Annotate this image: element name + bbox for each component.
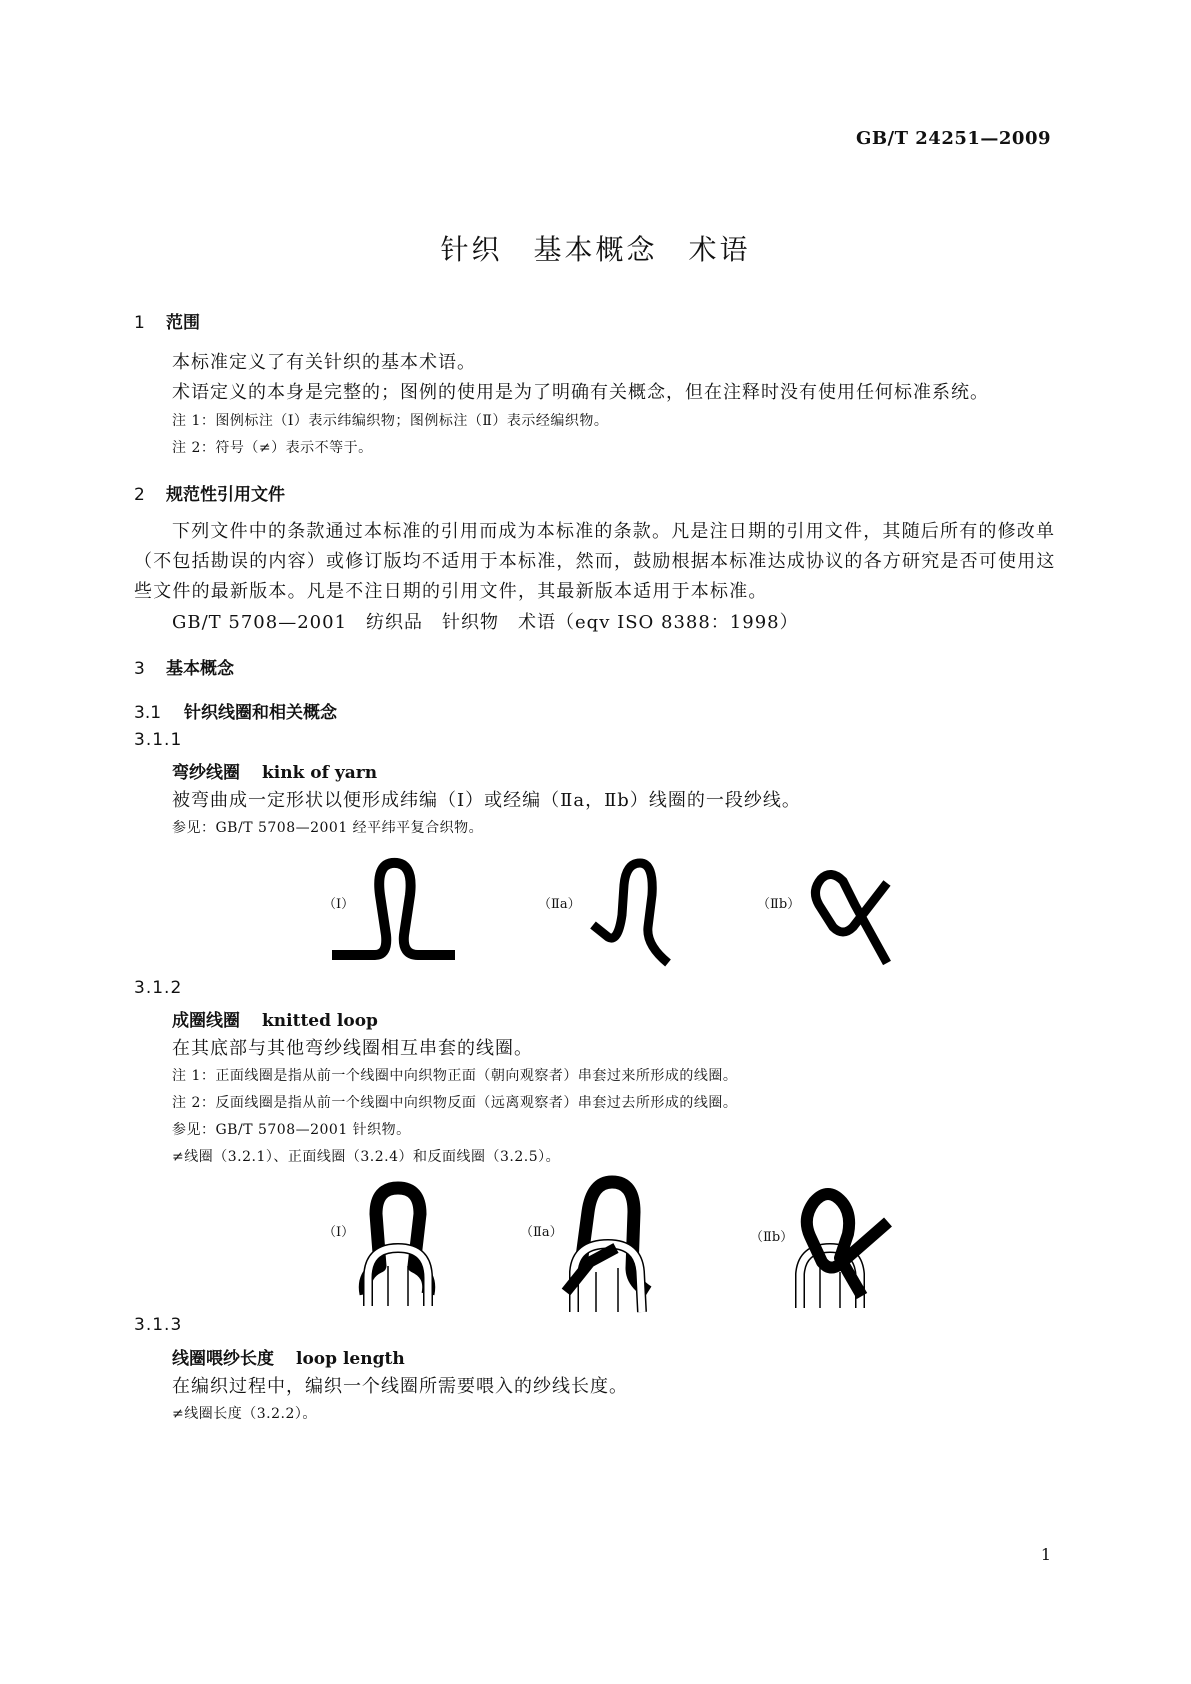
- fig-311-label-iib: （Ⅱb）: [757, 897, 801, 912]
- fig-311-label-i: （Ⅰ）: [323, 897, 355, 912]
- kink-warp-b-figure: [805, 855, 895, 970]
- knitted-loop-weft-figure: [352, 1178, 442, 1313]
- clause-3-1-2-see-also: 参见：GB/T 5708—2001 针织物。: [172, 1122, 411, 1138]
- clause-3-1-2-note-1: 注 1：正面线圈是指从前一个线圈中向织物正面（朝向观察者）串套过来所形成的线圈。: [172, 1068, 738, 1084]
- s1-note-2: 注 2：符号（≠）表示不等于。: [172, 440, 373, 456]
- clause-3-1-2-not-equal: ≠线圈（3.2.1）、正面线圈（3.2.4）和反面线圈（3.2.5）。: [172, 1149, 561, 1165]
- section-2-title: 规范性引用文件: [166, 485, 285, 505]
- page-title: 针织 基本概念 术语: [440, 233, 751, 266]
- fig-312-label-iib: （Ⅱb）: [750, 1230, 794, 1245]
- term-zh: 成圈线圈: [172, 1011, 240, 1031]
- clause-3-1-3-definition: 在编织过程中，编织一个线圈所需要喂入的纱线长度。: [172, 1376, 628, 1397]
- section-3-1-heading: [134, 698, 337, 723]
- section-3-number: 3: [134, 659, 145, 679]
- clause-3-1-2-term: [172, 1006, 378, 1031]
- clause-3-1-1-term: [172, 758, 377, 783]
- clause-3-1-2-number: 3.1.2: [134, 978, 183, 998]
- s2-reference: GB/T 5708—2001 纺织品 针织物 术语（eqv ISO 8388：1998）: [172, 612, 799, 633]
- fig-312-label-i: （Ⅰ）: [323, 1225, 355, 1240]
- clause-3-1-1-see-also: 参见：GB/T 5708—2001 经平纬平复合织物。: [172, 820, 484, 836]
- s2-paragraph: 下列文件中的条款通过本标准的引用而成为本标准的条款。凡是注日期的引用文件，其随后所有的修改单（不包括勘误的内容）或修订版均不适用于本标准，然而，鼓励根据本标准达成协议的各方研究是否可使用这些文件的最新版本。凡是不注日期的引用文件，其最新版本适用于本标准。: [134, 521, 1056, 602]
- term-zh: 线圈喂纱长度: [172, 1349, 274, 1369]
- s1-paragraph-1: 本标准定义了有关针织的基本术语。: [172, 352, 476, 373]
- section-2-heading: [134, 480, 285, 505]
- knitted-loop-warp-a-figure: [560, 1172, 660, 1317]
- fig-312-label-iia: （Ⅱa）: [520, 1225, 563, 1240]
- section-2-number: 2: [134, 485, 145, 505]
- clause-3-1-2-note-2: 注 2：反面线圈是指从前一个线圈中向织物反面（远离观察者）串套过去所形成的线圈。: [172, 1095, 738, 1111]
- clause-3-1-2-definition: 在其底部与其他弯纱线圈相互串套的线圈。: [172, 1038, 533, 1059]
- s1-note-1: 注 1：图例标注（Ⅰ）表示纬编织物；图例标注（Ⅱ）表示经编织物。: [172, 413, 609, 429]
- fig-311-label-iia: （Ⅱa）: [538, 897, 581, 912]
- section-3-1-title: 针织线圈和相关概念: [184, 703, 337, 723]
- knitted-loop-warp-b-figure: [790, 1178, 900, 1313]
- term-en: knitted loop: [262, 1011, 378, 1031]
- clause-3-1-3-number: 3.1.3: [134, 1315, 183, 1335]
- standard-number: GB/T 24251—2009: [855, 128, 1051, 149]
- s1-paragraph-2: 术语定义的本身是完整的；图例的使用是为了明确有关概念，但在注释时没有使用任何标准系统。: [172, 382, 989, 403]
- term-en: loop length: [296, 1349, 405, 1369]
- page-number: 1: [1040, 1545, 1051, 1564]
- clause-3-1-3-not-equal: ≠线圈长度（3.2.2）。: [172, 1406, 317, 1422]
- section-3-heading: [134, 654, 234, 679]
- term-en: kink of yarn: [262, 763, 378, 783]
- clause-3-1-3-term: [172, 1344, 405, 1369]
- clause-3-1-1-number: 3.1.1: [134, 730, 183, 750]
- term-zh: 弯纱线圈: [172, 763, 240, 783]
- kink-weft-figure: [330, 855, 460, 965]
- kink-warp-a-figure: [588, 855, 678, 970]
- section-3-1-number: 3.1: [134, 703, 162, 723]
- clause-3-1-1-definition: 被弯曲成一定形状以便形成纬编（Ⅰ）或经编（Ⅱa，Ⅱb）线圈的一段纱线。: [172, 790, 801, 811]
- section-1-number: 1: [134, 313, 145, 333]
- section-1-heading: [134, 308, 200, 333]
- section-1-title: 范围: [166, 313, 200, 333]
- section-3-title: 基本概念: [166, 659, 234, 679]
